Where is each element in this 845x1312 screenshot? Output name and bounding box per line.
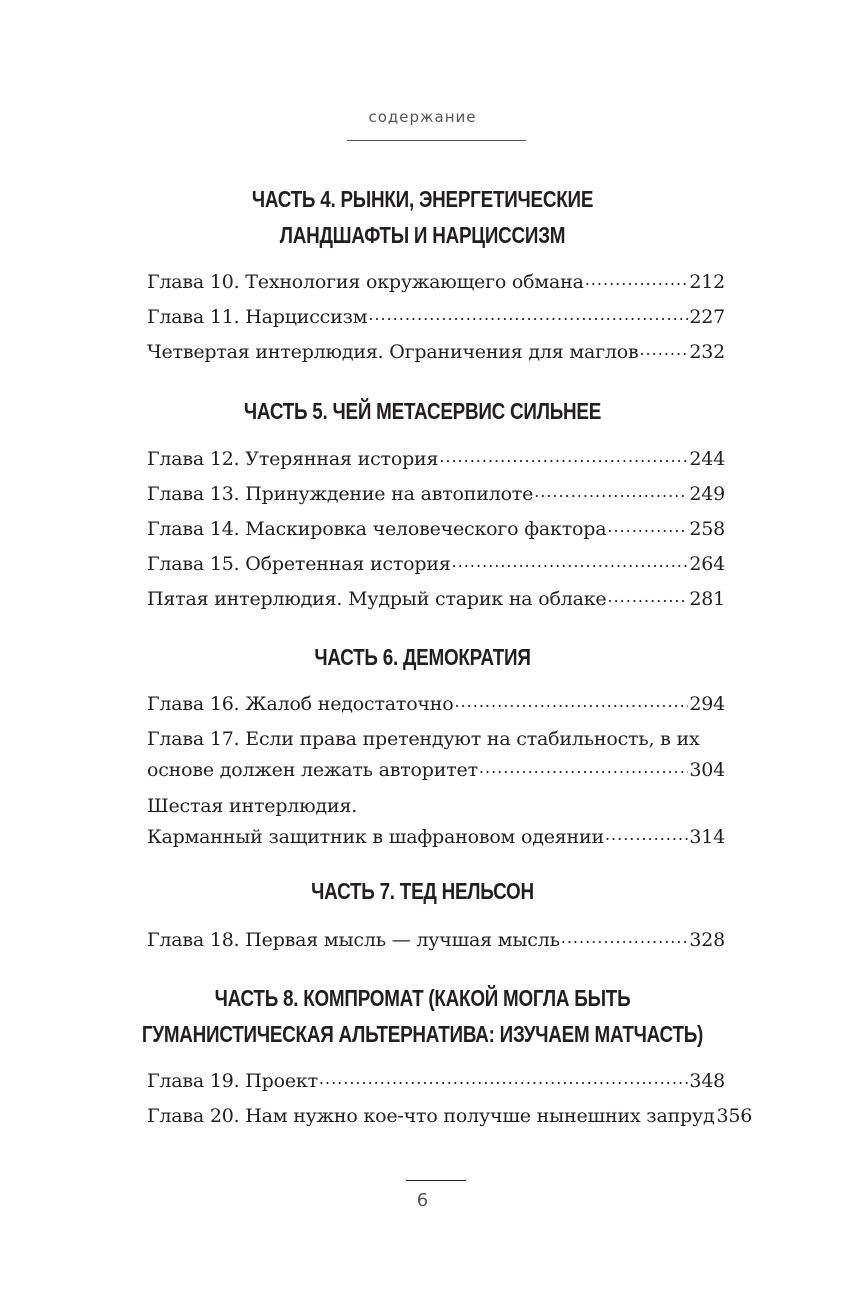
- running-head-rule: [347, 140, 526, 141]
- dot-leader: [455, 691, 689, 710]
- part-5-title-line-1: ЧАСТЬ 5. ЧЕЙ МЕТАСЕРВИС СИЛЬНЕЕ: [243, 398, 602, 424]
- dot-leader: [319, 1068, 688, 1087]
- toc-entry-page: 304: [689, 759, 725, 781]
- toc-entry-interlude-4[interactable]: [147, 335, 725, 370]
- toc-entry-page: 348: [689, 1070, 725, 1092]
- toc-entry-page: 281: [689, 588, 725, 610]
- part-6-title: [76, 639, 769, 675]
- dot-leader: [607, 516, 688, 535]
- dot-leader: [368, 304, 688, 323]
- toc-entry-chapter-17[interactable]: [147, 724, 725, 787]
- part-4-title: [76, 181, 769, 253]
- part-8-title: [76, 980, 769, 1052]
- toc-entry-title: Глава 11. Нарциссизм: [147, 306, 368, 328]
- toc-entry-title: Глава 19. Проект: [147, 1070, 318, 1092]
- part-6-title-line-1: ЧАСТЬ 6. ДЕМОКРАТИЯ: [314, 644, 531, 670]
- toc-entry-chapter-19[interactable]: [147, 1064, 725, 1099]
- toc-entry-page: 244: [689, 448, 725, 470]
- part-7-entries: [147, 923, 725, 958]
- toc-entry-title: Глава 10. Технология окружающего обмана: [147, 271, 584, 293]
- toc-entry-page: 314: [689, 826, 725, 848]
- toc-entry-title: Пятая интерлюдия. Мудрый старик на облаке: [147, 588, 607, 610]
- toc-entry-chapter-16[interactable]: [147, 687, 725, 722]
- part-5-title: [76, 393, 769, 429]
- dot-leader: [439, 446, 688, 465]
- dot-leader: [639, 339, 688, 358]
- toc-entry-title: Глава 15. Обретенная история: [147, 553, 451, 575]
- folio-rule: [406, 1180, 466, 1181]
- toc-entry-page: 356: [716, 1105, 753, 1127]
- toc-entry-page: 328: [689, 929, 725, 951]
- part-4-entries: [147, 265, 725, 370]
- dot-leader: [585, 269, 689, 288]
- toc-entry-chapter-18[interactable]: [147, 923, 725, 958]
- toc-entry-chapter-10[interactable]: [147, 265, 725, 300]
- toc-entry-title-line-2: основе должен лежать авторитет: [147, 759, 478, 781]
- part-8-title-line-2: ГУМАНИСТИЧЕСКАЯ АЛЬТЕРНАТИВА: ИЗУЧАЕМ МАТЧАСТЬ): [141, 1021, 704, 1047]
- toc-entry-page: 227: [689, 306, 725, 328]
- toc-entry-title: Глава 16. Жалоб недостаточно: [147, 693, 454, 715]
- running-head: содержание: [368, 108, 477, 126]
- dot-leader: [534, 481, 688, 500]
- toc-entry-title-line-2: Карманный защитник в шафрановом одеянии: [147, 826, 604, 848]
- toc-entry-title-line-1: Глава 17. Если права претендуют на стабильность, в их: [147, 728, 700, 750]
- part-6-entries: [147, 687, 725, 854]
- part-5-entries: [147, 442, 725, 617]
- toc-entry-page: 294: [689, 693, 725, 715]
- toc-entry-chapter-15[interactable]: [147, 547, 725, 582]
- toc-entry-page: 264: [689, 553, 725, 575]
- toc-entry-title: Глава 20. Нам нужно кое-что получше нынешних запруд: [147, 1105, 715, 1127]
- toc-entry-page: 258: [689, 518, 725, 540]
- part-4-title-line-1: ЧАСТЬ 4. РЫНКИ, ЭНЕРГЕТИЧЕСКИЕ: [251, 186, 594, 212]
- dot-leader: [607, 586, 688, 605]
- part-7-title: [76, 873, 769, 909]
- part-4-title-line-2: ЛАНДШАФТЫ И НАРЦИССИЗМ: [279, 222, 566, 248]
- part-8-title-line-1: ЧАСТЬ 8. КОМПРОМАТ (КАКОЙ МОГЛА БЫТЬ: [214, 985, 631, 1011]
- toc-entry-last-line: [147, 821, 725, 854]
- toc-entry-title: Глава 12. Утерянная история: [147, 448, 439, 470]
- toc-entry-title: Глава 18. Первая мысль — лучшая мысль: [147, 929, 560, 951]
- dot-leader: [479, 757, 688, 776]
- part-7-title-line-1: ЧАСТЬ 7. ТЕД НЕЛЬСОН: [311, 878, 534, 904]
- toc-entry-page: 212: [689, 271, 725, 293]
- toc-entry-chapter-20[interactable]: [147, 1099, 753, 1134]
- toc-entry-chapter-12[interactable]: [147, 442, 725, 477]
- toc-entry-page: 249: [689, 483, 725, 505]
- toc-entry-title: Глава 14. Маскировка человеческого фактора: [147, 518, 607, 540]
- toc-entry-page: 232: [689, 341, 725, 363]
- page-number: 6: [416, 1190, 429, 1211]
- dot-leader: [605, 824, 688, 843]
- toc-entry-interlude-6[interactable]: [147, 791, 725, 854]
- part-8-entries: [147, 1064, 753, 1134]
- toc-entry-title-line-1: Шестая интерлюдия.: [147, 795, 358, 817]
- toc-entry-interlude-5[interactable]: [147, 582, 725, 617]
- toc-entry-chapter-14[interactable]: [147, 512, 725, 547]
- dot-leader: [452, 551, 689, 570]
- toc-entry-title: Четвертая интерлюдия. Ограничения для маглов: [147, 341, 639, 363]
- toc-entry-title: Глава 13. Принуждение на автопилоте: [147, 483, 534, 505]
- toc-entry-chapter-11[interactable]: [147, 300, 725, 335]
- toc-entry-last-line: [147, 754, 725, 787]
- dot-leader: [561, 927, 689, 946]
- toc-entry-chapter-13[interactable]: [147, 477, 725, 512]
